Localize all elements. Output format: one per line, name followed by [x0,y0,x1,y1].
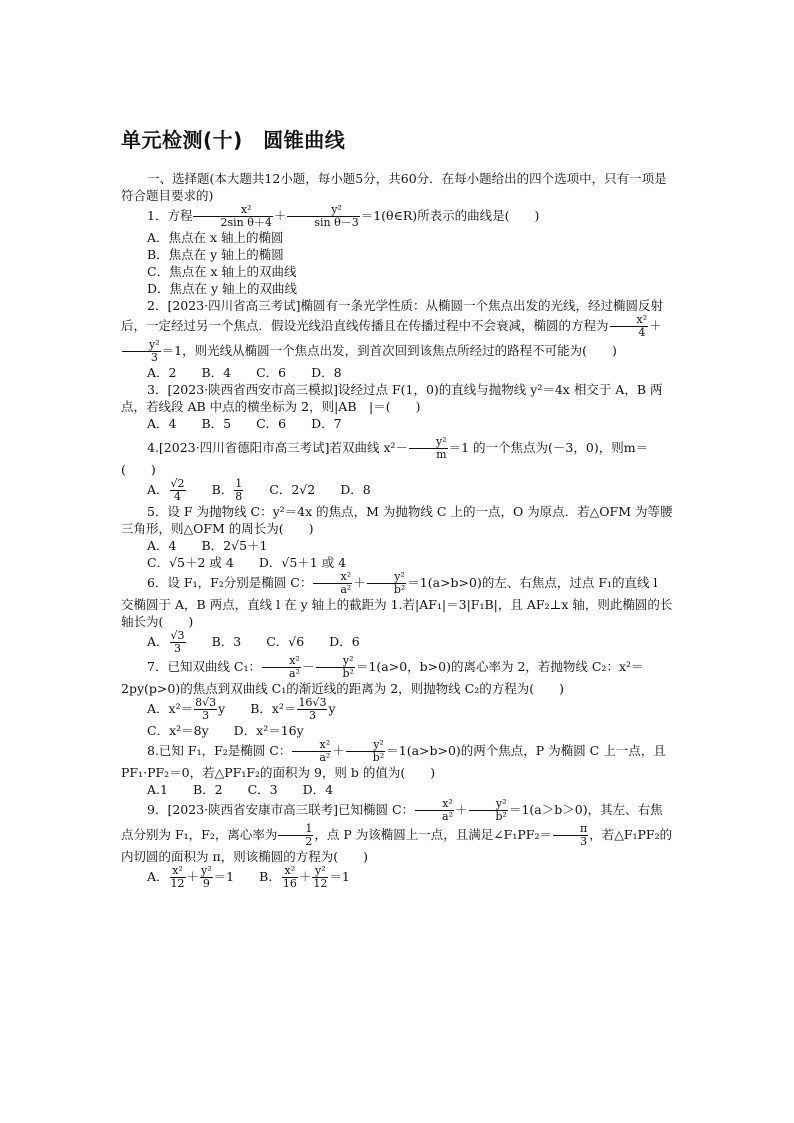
fraction: $\frac{\text{x²}}{16}$ [282,864,297,890]
fraction: $\frac{8√3}{3}$ [195,696,217,722]
question-8-options: A.1 B．2 C．3 D．4 [147,782,334,797]
question-list [121,170,673,890]
fraction: $\frac{\text{y²}}{\text{b²}}$ [469,798,508,823]
fraction: $\frac{1}{8}$ [235,477,243,503]
question-8-stem: 8.已知 F₁，F₂是椭圆 C： $\frac{\text{x²}}{\text{a²}}$ ＋ $\frac{\text{y²}}{\text{b²}}$ ＝1(a>b>0)的两个焦点，P 为椭圆 C 上一点，且 PF₁·PF₂＝0，若△PF₁F₂的面积为 9，则 b 的值为( ) [121,738,666,780]
fraction: $\frac{1}{2}$ [278,823,313,848]
fraction: $\frac{\text{x²}}{\text{a²}}$ [415,798,454,823]
question-1-option: C．焦点在 x 轴上的双曲线 [147,264,297,279]
fraction: $\frac{\text{x²}}{4}$ [610,314,649,339]
question-5-options: A．4 B．2√5＋1 [147,538,268,553]
fraction: $\frac{\text{x²}}{\text{a²}}$ [262,655,301,680]
question-1-option: A．焦点在 x 轴上的椭圆 [147,230,284,245]
question-2-options: A．2 B．4 C．6 D．8 [147,365,342,380]
question-4-options: A． $\frac{√2}{4}$ B． $\frac{1}{8}$ C．2√2 D．8 [147,477,371,503]
fraction: $\frac{√3}{3}$ [170,629,185,655]
fraction: $\frac{\text{y²}}{12}$ [313,864,328,890]
question-3-stem: 3．[2023·陕西省西安市高三模拟]设经过点 F(1，0)的直线与抛物线 y²＝4x 相交于 A，B 两点，若线段 AB 中点的横坐标为 2，则|AB |＝( ) [121,382,663,414]
question-5-options: C．√5＋2 或 4 D．√5＋1 或 4 [147,555,347,570]
section-intro: 一、选择题(本大题共12小题，每小题5分，共60分．在每小题给出的四个选项中，只有一项是符合题目要求的) [121,171,667,203]
fraction: $\frac{\text{x²}}{\text{a²}}$ [292,739,331,764]
question-7-options: A．x²＝ $\frac{8√3}{3}$ y B．x²＝ $\frac{16√3}{3}$ y [147,696,336,722]
fraction: $\frac{\text{y²}}{\text{sin θ－3}}$ [287,204,359,229]
fraction: $\frac{16√3}{3}$ [298,696,327,722]
fraction: $\frac{\text{y²}}{3}$ [122,339,161,364]
fraction: $\frac{\text{y²}}{\text{b²}}$ [316,655,355,680]
question-3-options: A．4 B．5 C．6 D．7 [147,416,342,431]
question-6-stem: 6．设 F₁，F₂分别是椭圆 C： $\frac{\text{x²}}{\text{a²}}$ ＋ $\frac{\text{y²}}{\text{b²}}$ ＝1(a>b>0)的左、右焦点，过点 F₁的直线 l 交椭圆于 A，B 两点，直线 l 在 y 轴上的截距为 1.若|AF₁|＝3|F₁B|，且 AF₂⊥x 轴，则此椭圆的长轴长为( ) [121,570,673,629]
fraction: $\frac{\text{x²}}{12}$ [170,864,185,890]
question-4-stem: 4.[2023·四川省德阳市高三考试]若双曲线 x²－ $\frac{\text{y²}}{m}$ ＝1 的一个焦点为(－3，0)，则m＝( ) [121,435,649,477]
fraction: $\frac{\text{y²}}{m}$ [409,436,448,461]
fraction: $\frac{√2}{4}$ [170,477,185,503]
question-6-options: A． $\frac{√3}{3}$ B．3 C．√6 D．6 [147,629,360,655]
question-2-stem: 2．[2023·四川省高三考试]椭圆有一条光学性质：从椭圆一个焦点出发的光线，经过椭圆反射后，一定经过另一个焦点．假设光线沿直线传播且在传播过程中不会衰减，椭圆的方程为 $\frac{\text{x²}}{4}$ ＋ $\frac{\text{y²}}{3}$ ＝1，则光线从椭圆一个焦点出发，到首次回到该焦点所经过的路程不可能为( ) [121,298,663,364]
question-9-options: A． $\frac{\text{x²}}{12}$ ＋ $\frac{\text{y²}}{9}$ ＝1 B． $\frac{\text{x²}}{16}$ ＋ $\frac{\text{y²}}{12}$ ＝1 [147,864,350,890]
fraction: $\frac{\text{x²}}{\text{2sin θ＋4}}$ [193,204,272,229]
fraction: $\frac{\pi}{3}$ [553,823,588,848]
question-1-option: D．焦点在 y 轴上的双曲线 [147,281,298,296]
fraction: $\frac{\text{x²}}{\text{a²}}$ [313,571,352,596]
page-title: 单元检测(十) 圆锥曲线 [121,128,346,152]
question-7-stem: 7．已知双曲线 C₁： $\frac{\text{x²}}{\text{a²}}$ － $\frac{\text{y²}}{\text{b²}}$ ＝1(a>0，b>0)的离心率为 2，若抛物线 C₂：x²＝2py(p>0)的焦点到双曲线 C₁的渐近线的距离为 2，则抛物线 C₂的方程为( ) [121,654,644,696]
question-9-stem: 9．[2023·陕西省安康市高三联考]已知椭圆 C： $\frac{\text{x²}}{\text{a²}}$ ＋ $\frac{\text{y²}}{\text{b²}}$ ＝1(a＞b＞0)，其左、右焦点分别为 F₁，F₂，离心率为 $\frac{1}{2}$ ，点 P 为该椭圆上一点，且满足∠F₁PF₂＝ $\frac{\pi}{3}$ ，若△F₁PF₂的内切圆的面积为 π，则该椭圆的方程为( ) [121,797,673,864]
question-7-options: C．x²＝8y D．x²＝16y [147,723,304,738]
fraction: $\frac{\text{y²}}{\text{b²}}$ [367,571,406,596]
fraction: $\frac{\text{y²}}{\text{b²}}$ [346,739,385,764]
question-5-stem: 5．设 F 为抛物线 C：y²＝4x 的焦点，M 为抛物线 C 上的一点，O 为原点．若△OFM 为等腰三角形，则△OFM 的周长为( ) [121,504,673,536]
question-1-option: B．焦点在 y 轴上的椭圆 [147,247,284,262]
question-1-stem: 1．方程 $\frac{\text{x²}}{\text{2sin θ＋4}}$ ＋ $\frac{\text{y²}}{\text{sin θ－3}}$ ＝1(θ∈R)所表示的曲线是( ) [147,203,540,229]
fraction: $\frac{\text{y²}}{9}$ [201,864,212,890]
